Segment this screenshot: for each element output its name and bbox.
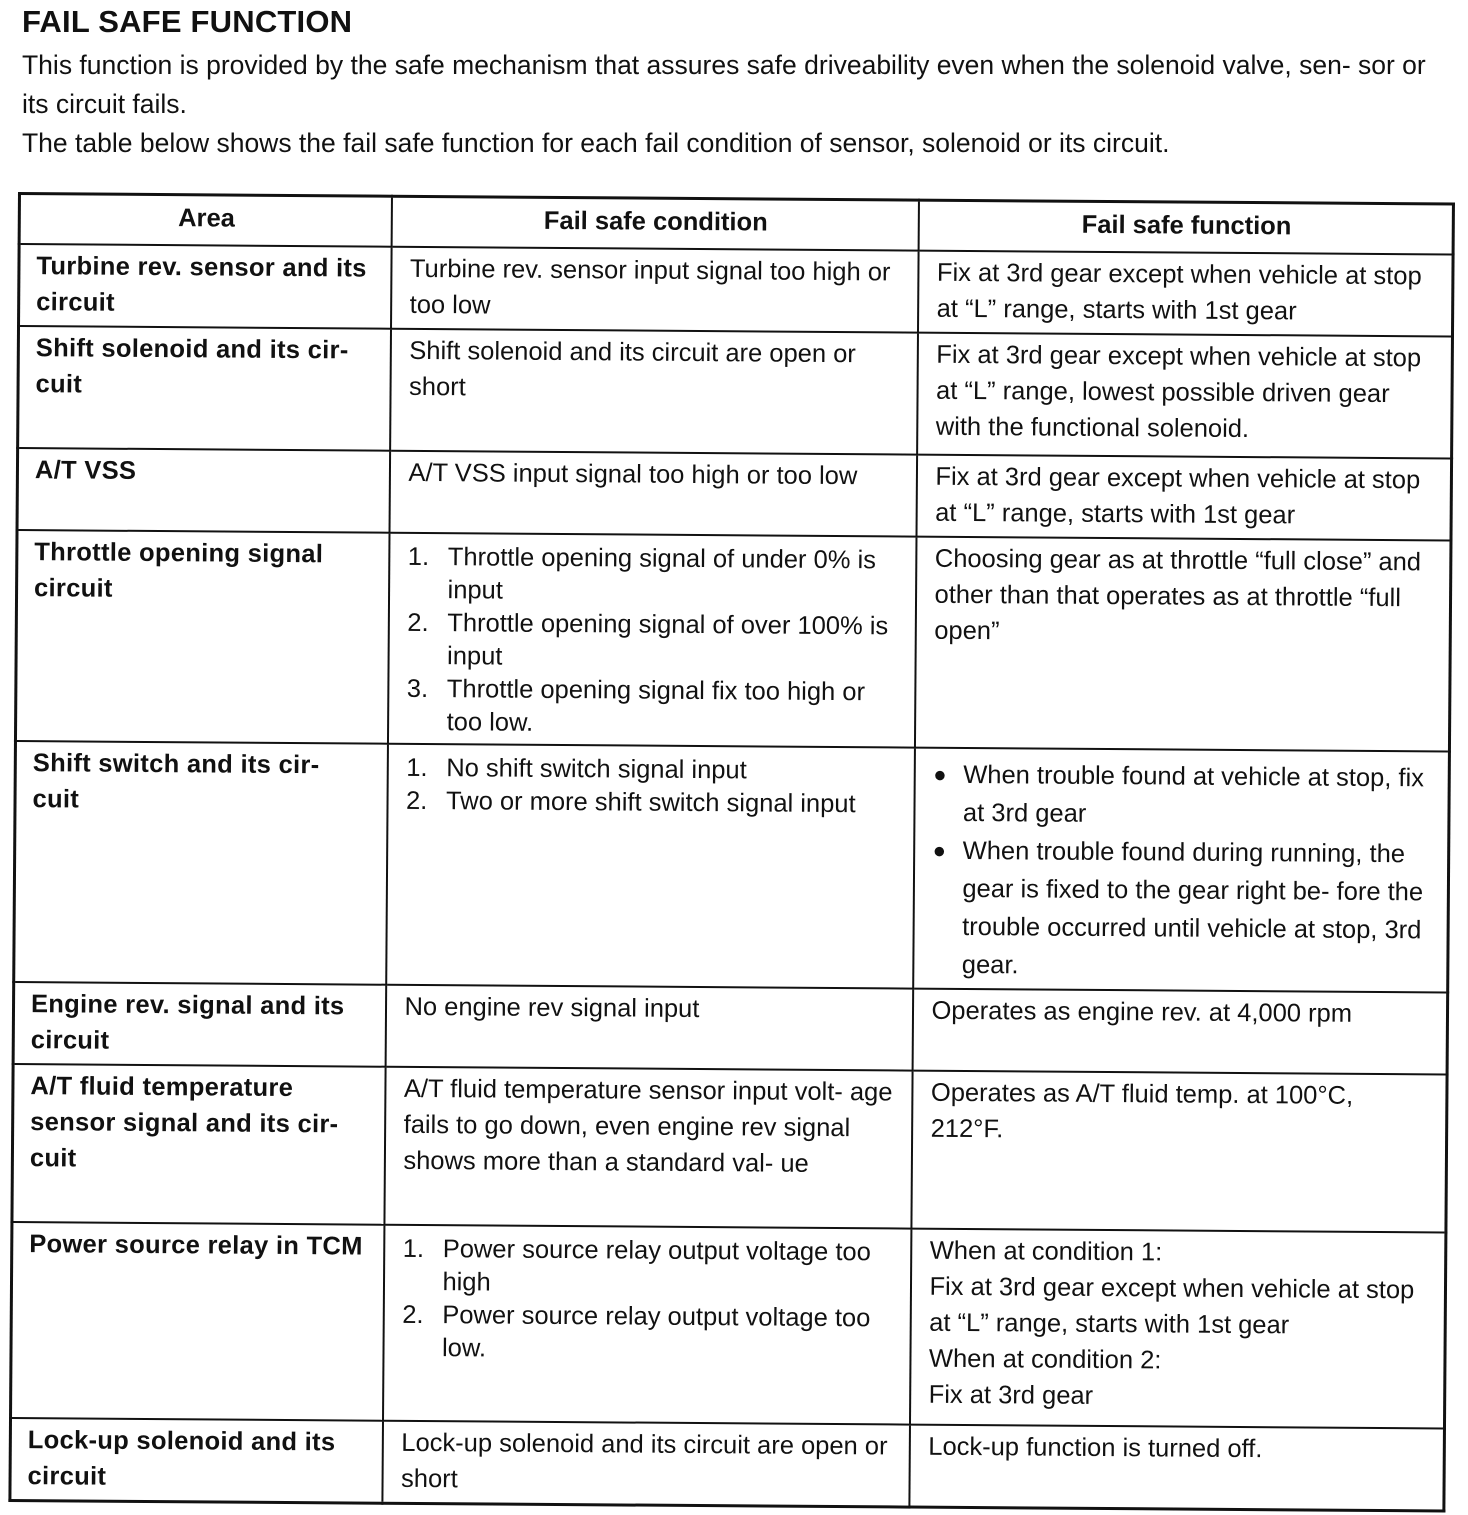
condition-cell [386,744,915,989]
list-item [933,756,1434,836]
table-row [17,448,1452,541]
bullet-icon: ● [932,837,947,863]
condition-cell [387,533,916,748]
list-text: When trouble found at vehicle at stop, fix at 3rd gear [962,760,1425,828]
condition-cell: A/T fluid temperature sensor input volt- age fails to go down, even engine rev signal shows more than a standard val- ue [384,1067,912,1229]
table-row [11,1222,1446,1429]
function-cell: Operates as engine rev. at 4,000 rpm [912,989,1448,1075]
list-number: 3. [406,674,429,704]
area-cell: Power source relay in TCM [11,1222,384,1421]
list-text: Two or more shift switch signal input [445,787,856,819]
area-cell: Shift solenoid and its cir- cuit [18,326,391,451]
list-text: No shift switch signal input [446,754,747,785]
list-item [407,541,900,611]
fail-safe-table-wrapper [8,192,1452,1512]
table-row [15,530,1451,752]
table-row [13,982,1448,1075]
condition-list [402,1233,896,1369]
table-row [12,1064,1447,1233]
area-cell: Lock-up solenoid and its circuit [10,1418,383,1503]
list-item [402,1299,895,1369]
list-text: Throttle opening signal fix too high or too low. [446,675,866,737]
header-area: Area [19,194,391,247]
header-fail-safe-function: Fail safe function [918,200,1453,254]
list-number: 1. [402,1234,425,1264]
area-cell: A/T VSS [17,448,390,533]
list-number: 2. [402,1300,424,1330]
table-row [19,244,1454,337]
list-number: 2. [407,608,429,638]
table-row [14,741,1450,993]
list-text: Throttle opening signal of over 100% is input [447,609,889,671]
condition-cell [383,1225,911,1425]
condition-cell: No engine rev signal input [385,985,913,1071]
page-title: FAIL SAFE FUNCTION [22,4,353,39]
header-fail-safe-condition: Fail safe condition [391,196,918,250]
list-number: 2. [405,786,428,816]
function-cell: Fix at 3rd gear except when vehicle at stop at “L” range, lowest possible driven gear with the functional solenoid. [917,333,1453,459]
condition-cell: A/T VSS input signal too high or too low [389,451,917,537]
list-item [406,785,899,822]
condition-cell: Lock-up solenoid and its circuit are open or short [382,1421,910,1507]
condition-list [407,541,901,743]
function-cell [913,748,1450,993]
list-number: 1. [407,542,430,572]
table-row [18,326,1453,459]
function-cell: Lock-up function is turned off. [909,1425,1445,1511]
table-row [10,1418,1445,1511]
list-number: 1. [406,753,428,783]
function-cell: Choosing gear as at throttle “full close” and other than that operates as at throttle “full open” [914,537,1451,752]
function-line: Fix at 3rd gear [928,1380,1094,1410]
area-cell: Throttle opening signal circuit [15,530,389,744]
function-line: When at condition 2: [928,1344,1162,1375]
list-text: Throttle opening signal of under 0% is input [447,543,877,605]
intro-paragraph-1: This function is provided by the safe mechanism that assures safe driveability even when the solenoid valve, sen- sor or its circuit fails. [22,50,1426,119]
list-item [406,752,899,789]
function-line: When at condition 1: [929,1236,1163,1267]
area-cell: Turbine rev. sensor and its circuit [19,244,392,329]
function-bullet-list [932,756,1434,988]
condition-cell: Shift solenoid and its circuit are open or short [390,329,918,455]
fail-safe-table [8,192,1455,1512]
function-cell: Fix at 3rd gear except when vehicle at stop at “L” range, starts with 1st gear [916,455,1452,541]
area-cell: A/T fluid temperature sensor signal and its cir- cuit [12,1064,385,1225]
list-text: Power source relay output voltage too low. [441,1301,871,1363]
condition-list [406,752,899,822]
list-item [407,673,900,743]
intro-paragraph-2: The table below shows the fail safe function for each fail condition of sensor, solenoid or its circuit. [22,128,1170,158]
list-item [402,1233,895,1303]
list-item [932,832,1434,988]
intro-text [22,46,1452,163]
function-line: Fix at 3rd gear except when vehicle at stop at “L” range, starts with 1st gear [929,1272,1415,1340]
list-text: When trouble found during running, the gear is fixed to the gear right be- fore the trouble occurred until vehicle at stop, 3rd gear. [961,836,1424,980]
function-cell [909,1229,1445,1429]
list-text: Power source relay output voltage too high [442,1235,871,1297]
function-cell: Operates as A/T fluid temp. at 100°C, 212°F. [911,1071,1447,1233]
bullet-icon: ● [933,761,947,787]
condition-cell: Turbine rev. sensor input signal too high or too low [391,247,919,333]
area-cell: Shift switch and its cir- cuit [14,741,388,985]
list-item [407,607,900,677]
function-cell: Fix at 3rd gear except when vehicle at stop at “L” range, starts with 1st gear [917,251,1453,337]
area-cell: Engine rev. signal and its circuit [13,982,386,1067]
